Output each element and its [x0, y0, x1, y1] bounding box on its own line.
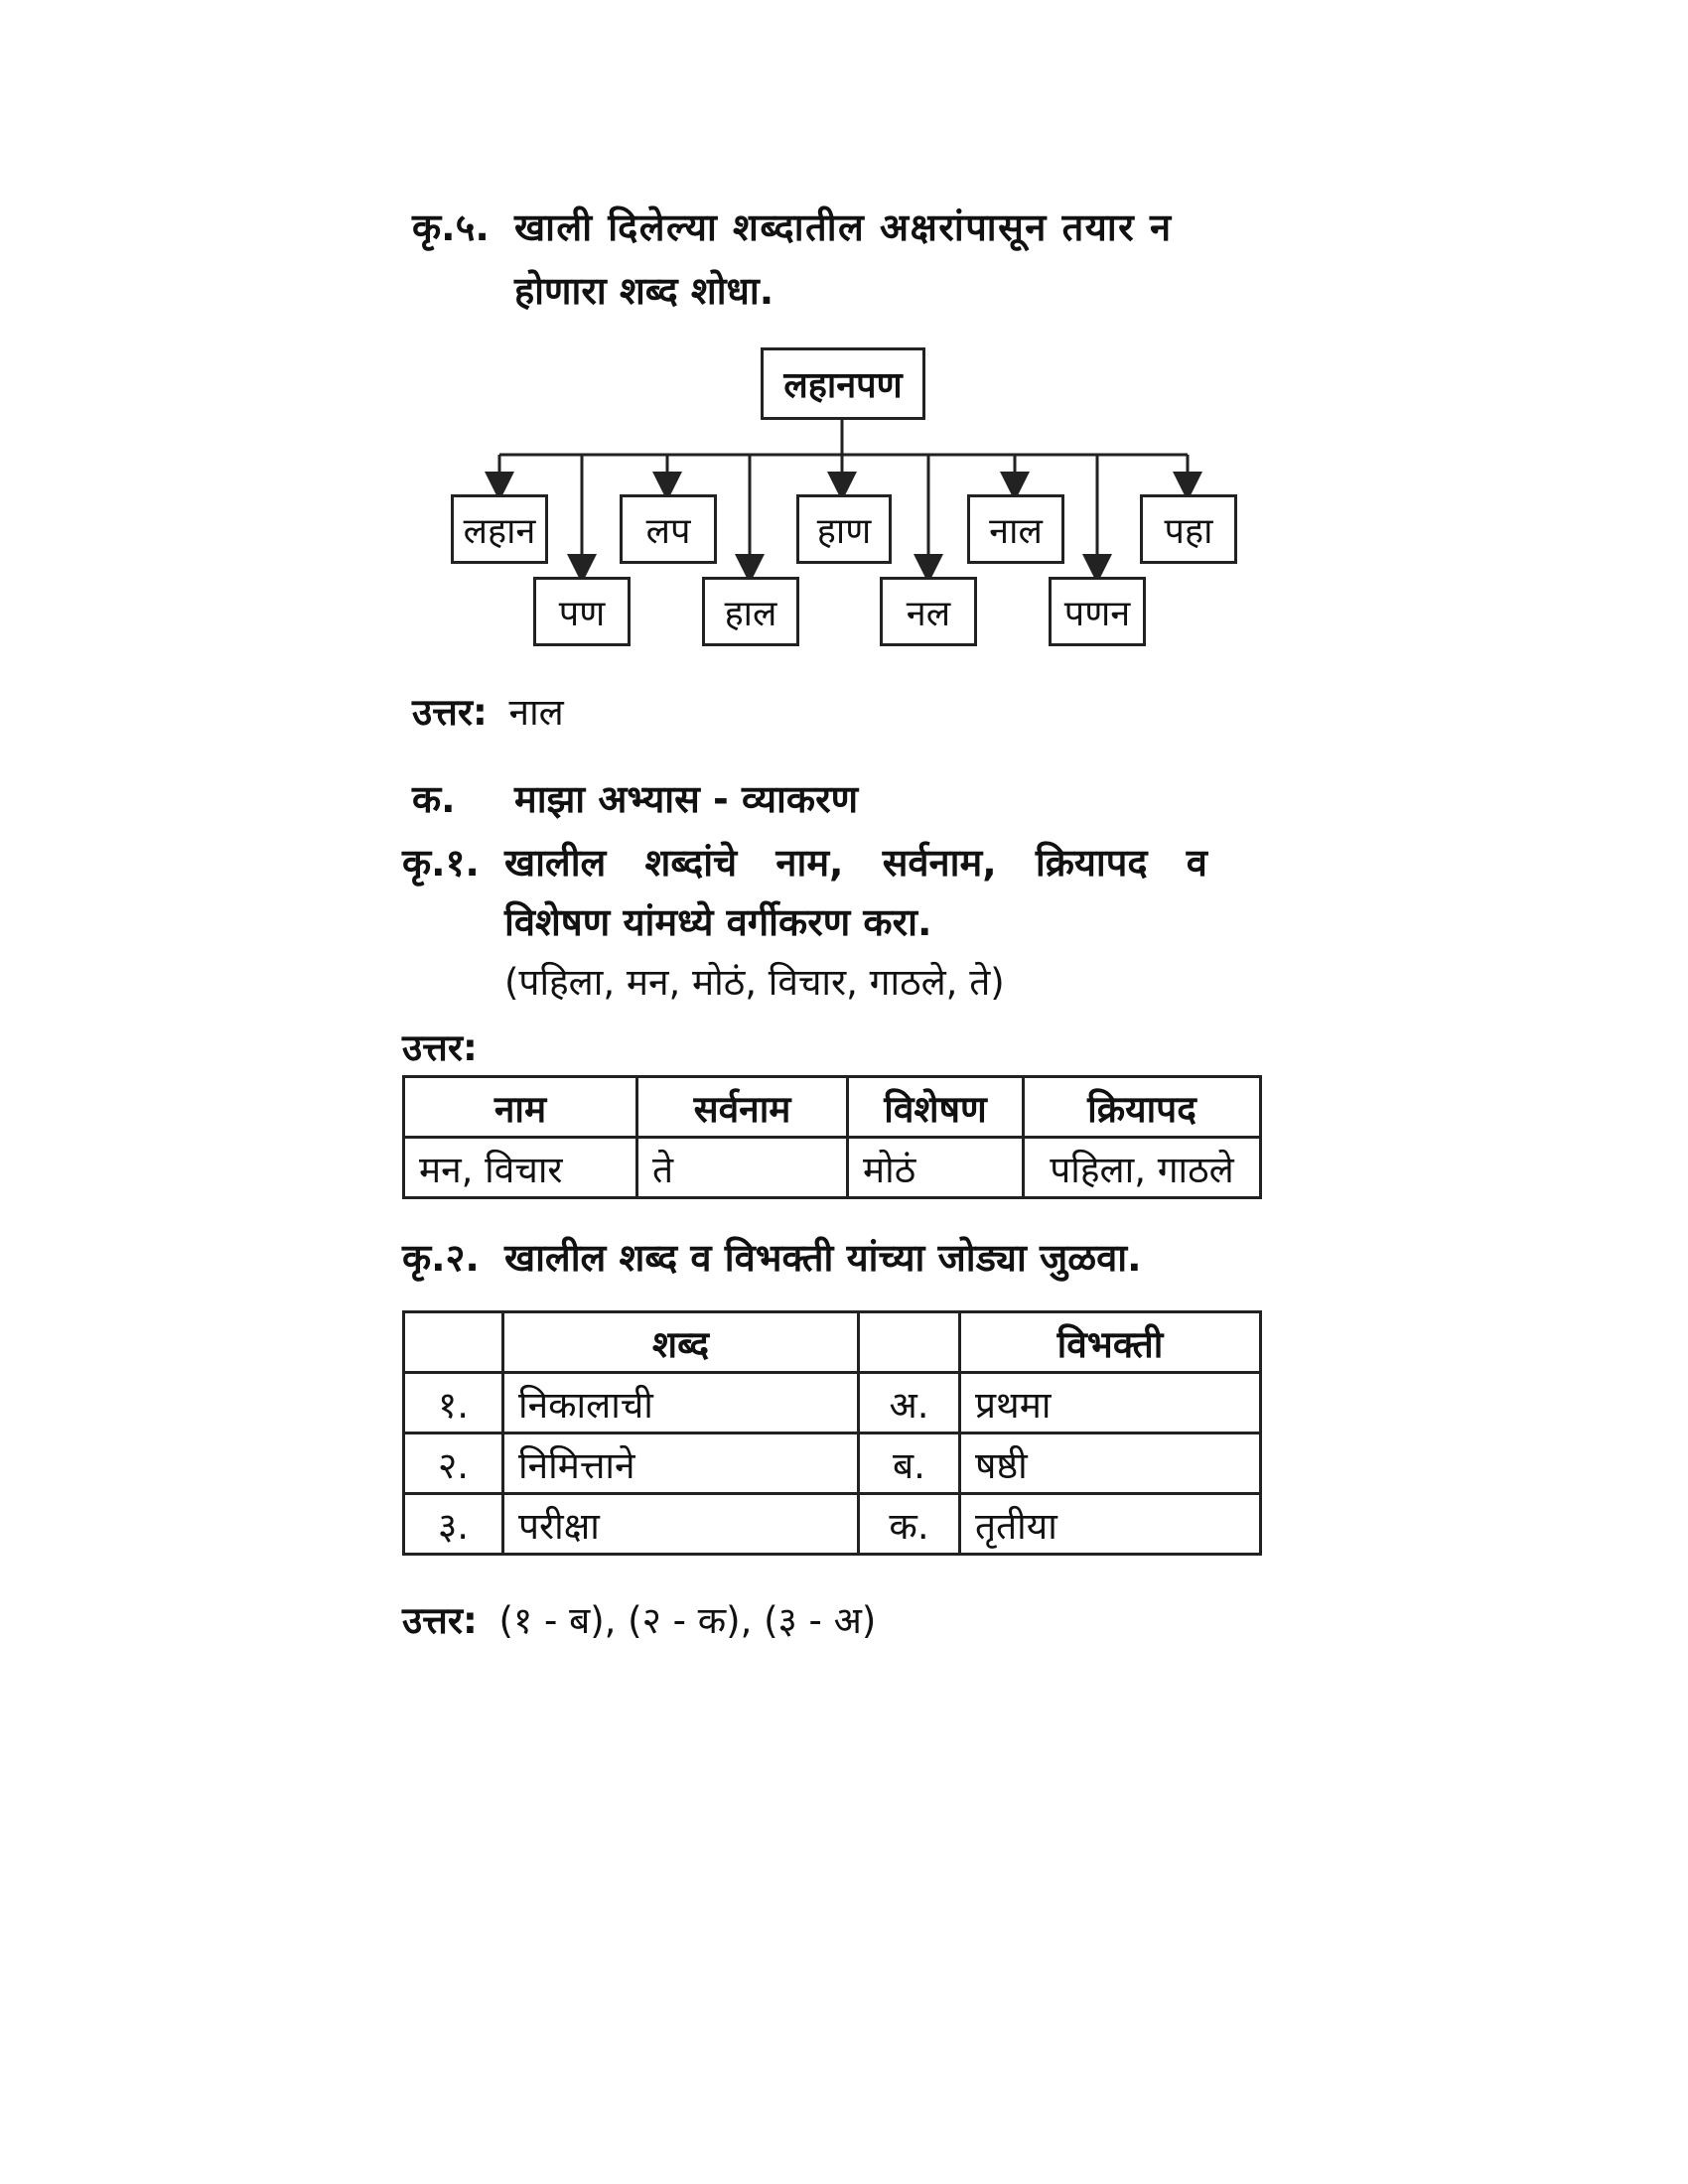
cell-naam: मन, विचार	[404, 1138, 637, 1198]
q1-word-list: (पहिला, मन, मोठं, विचार, गाठले, ते)	[504, 961, 1005, 1004]
q1-instruction-line1: खालील शब्दांचे नाम, सर्वनाम, क्रियापद व	[504, 841, 1207, 885]
word-box-lahan: लहान	[451, 494, 548, 564]
word-box-haal: हाल	[702, 577, 799, 646]
section-title: माझा अभ्यास - व्याकरण	[514, 777, 859, 821]
table-header-row	[404, 1077, 1261, 1138]
q2-answer	[402, 1593, 876, 1644]
q5-answer-label: उत्तर:	[412, 691, 488, 734]
table-header-row	[404, 1312, 1261, 1373]
q2-number: कृ.२.	[402, 1236, 480, 1280]
header-blank-1	[404, 1312, 503, 1373]
row-number: १.	[404, 1373, 503, 1433]
word-box-lap: लप	[620, 494, 717, 564]
table-row	[404, 1494, 1261, 1555]
word-box-naal: नाल	[967, 494, 1064, 564]
row-word: निकालाची	[503, 1373, 859, 1433]
q5-instruction-line1: खाली दिलेल्या शब्दातील अक्षरांपासून तयार न	[514, 205, 1173, 249]
word-box-nal: नल	[880, 577, 977, 646]
classification-table	[402, 1075, 1262, 1199]
word-box-haan: हाण	[796, 494, 892, 564]
header-sarvanaam: सर्वनाम	[637, 1077, 848, 1138]
header-visheshan: विशेषण	[848, 1077, 1024, 1138]
row-vibhakti: तृतीया	[960, 1494, 1261, 1555]
q1-answer-label: उत्तर:	[402, 1026, 478, 1069]
cell-visheshan: मोठं	[848, 1138, 1024, 1198]
cell-kriyapad: पहिला, गाठले	[1024, 1138, 1261, 1198]
row-word: परीक्षा	[503, 1494, 859, 1555]
root-word-box: लहानपण	[761, 347, 925, 420]
matching-table	[402, 1310, 1262, 1556]
row-vibhakti: षष्ठी	[960, 1433, 1261, 1494]
row-number: २.	[404, 1433, 503, 1494]
header-blank-2	[859, 1312, 960, 1373]
row-word: निमित्ताने	[503, 1433, 859, 1494]
q1-number: कृ.१.	[402, 841, 480, 885]
row-letter: ब.	[859, 1433, 960, 1494]
word-box-panan: पणन	[1049, 577, 1146, 646]
word-box-pan: पण	[533, 577, 631, 646]
cell-sarvanaam: ते	[637, 1138, 848, 1198]
q2-instruction: खालील शब्द व विभक्ती यांच्या जोड्या जुळवा.	[504, 1236, 1142, 1280]
table-row	[404, 1433, 1261, 1494]
row-number: ३.	[404, 1494, 503, 1555]
q5-number: कृ.५.	[412, 205, 490, 249]
word-box-paha: पहा	[1140, 494, 1237, 564]
table-row	[404, 1373, 1261, 1433]
header-kriyapad: क्रियापद	[1024, 1077, 1261, 1138]
section-letter: क.	[412, 777, 456, 821]
q5-answer-text: नाल	[508, 691, 564, 734]
q5-instruction-line2: होणारा शब्द शोधा.	[514, 269, 774, 313]
q2-answer-label: उत्तर:	[402, 1599, 478, 1642]
header-naam: नाम	[404, 1077, 637, 1138]
header-shabd: शब्द	[503, 1312, 859, 1373]
header-vibhakti: विभक्ती	[960, 1312, 1261, 1373]
table-row	[404, 1138, 1261, 1198]
row-vibhakti: प्रथमा	[960, 1373, 1261, 1433]
q1-instruction-line2: विशेषण यांमध्ये वर्गीकरण करा.	[504, 900, 932, 944]
row-letter: क.	[859, 1494, 960, 1555]
q5-answer	[412, 685, 564, 736]
q2-answer-text: (१ - ब), (२ - क), (३ - अ)	[498, 1599, 877, 1642]
row-letter: अ.	[859, 1373, 960, 1433]
